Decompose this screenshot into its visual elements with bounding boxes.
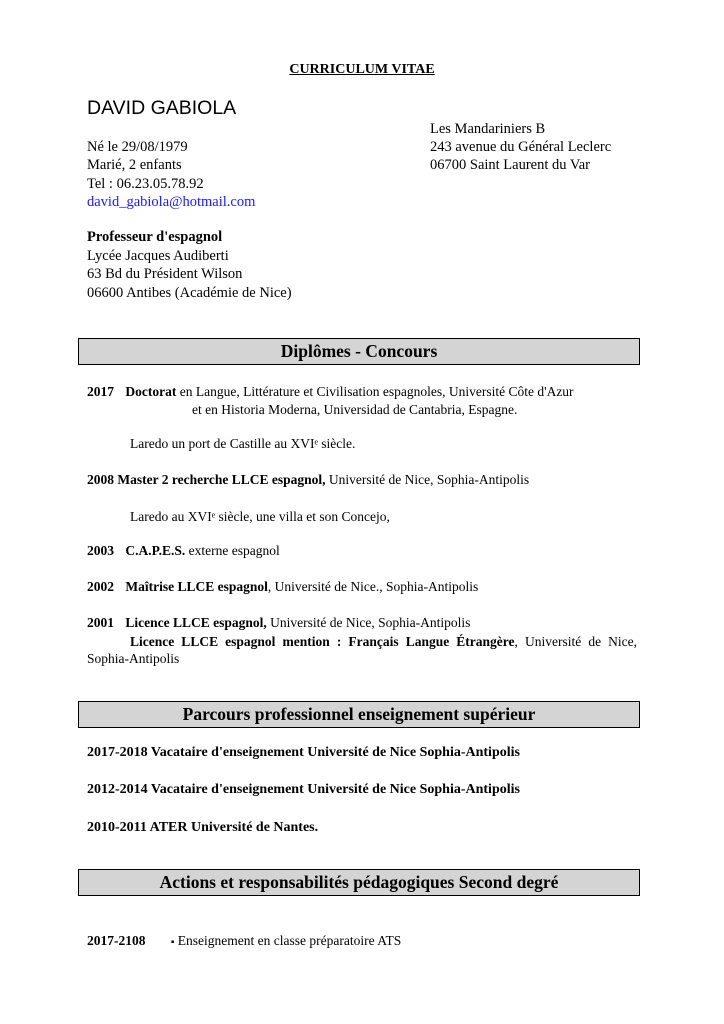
diploma-title: Doctorat [125,384,177,399]
workplace-line-2: 63 Bd du Président Wilson [87,266,243,282]
diploma-title: 2008 Master 2 recherche LLCE espagnol, [87,472,326,487]
address-line-3: 06700 Saint Laurent du Var [430,157,591,173]
address-line-1: Les Mandariniers B [430,121,546,137]
address-line-2: 243 avenue du Général Leclerc [430,139,612,155]
career-item: 2010-2011 ATER Université de Nantes. [87,820,319,835]
diploma-year: 2002 [87,579,114,594]
career-item: 2012-2014 Vacataire d'enseignement Université de Nice Sophia-Antipolis [87,782,520,797]
diploma-master [87,472,529,488]
diploma-licence-fle [87,633,637,667]
birth-date: Né le 29/08/1979 [87,139,188,155]
diploma-details: externe espagnol [185,543,280,558]
diploma-title: Licence LLCE espagnol, [125,615,267,630]
diploma-details: , Université de Nice., Sophia-Antipolis [267,579,479,594]
workplace-line-1: Lycée Jacques Audiberti [87,248,229,264]
diploma-doctorat-line2: et en Historia Moderna, Universidad de Cantabria, Espagne. [192,402,518,417]
diploma-year: 2003 [87,543,114,558]
diploma-details: , Université de Nice, Sophia-Antipolis [87,634,637,666]
document-title: CURRICULUM VITAE [289,62,435,77]
job-title: Professeur d'espagnol [87,229,223,245]
diploma-title: Maîtrise LLCE espagnol [125,579,268,594]
diploma-title: C.A.P.E.S. [125,543,186,558]
family-status: Marié, 2 enfants [87,157,182,173]
diploma-doctorat [87,384,574,400]
action-text: Enseignement en classe préparatoire ATS [177,933,402,948]
diploma-details: Université de Nice, Sophia-Antipolis [266,615,471,630]
career-item: 2017-2018 Vacataire d'enseignement Université de Nice Sophia-Antipolis [87,745,520,760]
bullet-icon: ▪ [170,937,175,948]
section-heading-career: Parcours professionnel enseignement supérieur [78,701,640,728]
person-name: DAVID GABIOLA [87,97,237,119]
section-heading-actions: Actions et responsabilités pédagogiques Second degré [78,869,640,896]
diploma-details: Université de Nice, Sophia-Antipolis [325,472,530,487]
section-heading-diplomas: Diplômes - Concours [78,338,640,365]
action-period: 2017-2108 [87,933,146,948]
workplace-line-3: 06600 Antibes (Académie de Nice) [87,285,292,301]
diploma-title: Licence LLCE espagnol mention : Français Langue Étrangère [130,634,515,649]
master-thesis: Laredo au XVIᵉ siècle, une villa et son Concejo, [130,509,390,524]
action-item [87,933,401,949]
diploma-licence [87,615,470,631]
diploma-details: en Langue, Littérature et Civilisation espagnoles, Université Côte d'Azur [176,384,574,399]
diploma-maitrise [87,579,478,595]
doctorat-thesis: Laredo un port de Castille au XVIᵉ siècle. [130,436,356,451]
email-link[interactable]: david_gabiola@hotmail.com [87,194,256,210]
diploma-capes [87,543,280,559]
diploma-year: 2001 [87,615,114,630]
phone-number: Tel : 06.23.05.78.92 [87,176,204,192]
diploma-year: 2017 [87,384,114,399]
